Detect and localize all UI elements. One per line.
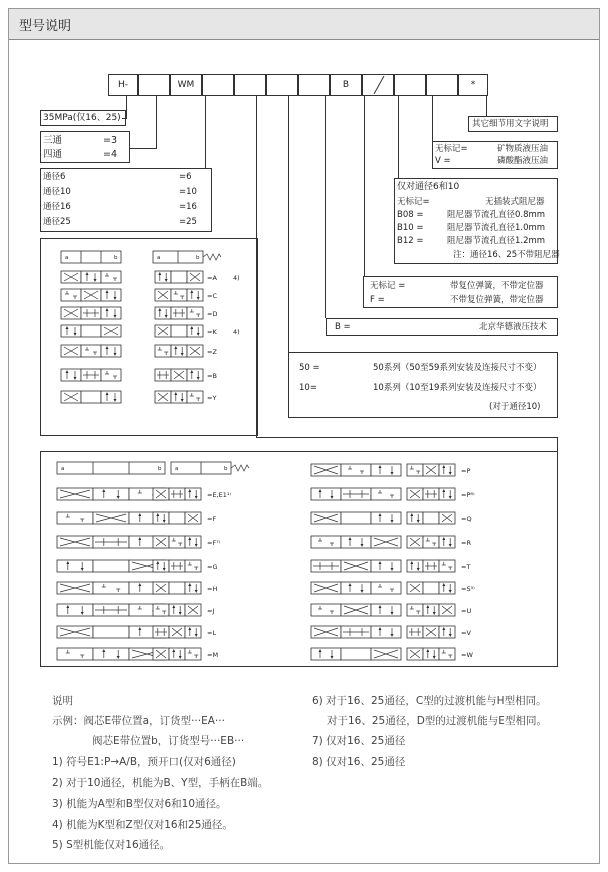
- damper-box: [394, 178, 558, 264]
- code-cell: WM: [170, 74, 202, 96]
- spool-label: =Z: [207, 348, 217, 356]
- damper-desc-0: 无插装式阻尼器: [485, 197, 545, 207]
- fluid-code-phosphate: V =: [435, 156, 451, 166]
- note-5: 5) S型机能仅对16通径。: [52, 839, 171, 851]
- spool-footnote: 4): [233, 274, 240, 282]
- svg-text:a: a: [65, 255, 69, 261]
- spool-symbol-mid: [153, 512, 201, 524]
- damper-code-3: B12 =: [397, 236, 424, 246]
- fluid-box: [432, 141, 558, 169]
- spool-symbol-right: [311, 604, 401, 616]
- note-1: 1) 符号E1:P→A/B，预开口(仅对6通径): [52, 756, 236, 768]
- spool-symbol-left: [61, 345, 121, 357]
- ordering-code-row: [108, 74, 486, 96]
- size-label-25: 通径25: [43, 217, 71, 227]
- svg-text:a: a: [61, 466, 65, 472]
- spool-symbol-right: [311, 464, 401, 476]
- spool-symbols-top: [41, 239, 257, 435]
- svg-text:a: a: [157, 255, 161, 261]
- spool-label: =M: [207, 651, 219, 659]
- code-cell: H-: [108, 74, 138, 96]
- other-details-label: 其它细节用文字说明: [472, 119, 549, 129]
- spool-symbol-left: [61, 307, 121, 319]
- spool-symbol-mid: [153, 560, 201, 572]
- note-6b: 对于16、25通径，D型的过渡机能与E型相同。: [327, 715, 547, 727]
- spool-symbol-left: [61, 391, 121, 403]
- spool-symbols-bottom-box: [40, 451, 558, 667]
- spool-symbol-far: [407, 488, 455, 500]
- note-4: 4) 机能为K型和Z型仅对16和25通径。: [52, 819, 233, 831]
- size-value-25: =25: [179, 217, 197, 227]
- spool-symbol-left: [57, 582, 165, 594]
- spool-label: =F⁷⁾: [207, 539, 221, 547]
- code-cell: B: [330, 74, 362, 96]
- spool-symbol-right: [155, 369, 203, 381]
- other-details-box: [468, 116, 558, 132]
- code-cell: [266, 74, 298, 96]
- fluid-code-mineral: 无标记=: [435, 144, 468, 154]
- manufacturer-desc: 北京华德液压技术: [479, 322, 548, 332]
- spool-symbol-right: [311, 512, 401, 524]
- note-2: 2) 对于10通径，机能为B、Y型，手柄在B端。: [52, 777, 269, 789]
- damper-code-2: B10 =: [397, 223, 424, 233]
- spool-symbol-left: [57, 488, 165, 500]
- ways-box: [40, 131, 130, 163]
- ways-label-4: 四通: [43, 149, 63, 160]
- spool-label: =H: [207, 585, 218, 593]
- spool-symbol-far: [407, 464, 455, 476]
- damper-title: 仅对通径6和10: [397, 182, 460, 192]
- spool-label: =J: [207, 607, 215, 615]
- spool-symbol-far: [407, 626, 455, 638]
- manufacturer-code: B =: [335, 322, 351, 332]
- spool-symbol-far: [407, 560, 455, 572]
- spool-label: =S⁵⁾: [461, 585, 475, 593]
- size-label-6: 通径6: [43, 172, 66, 182]
- spool-label: =U: [461, 607, 472, 615]
- code-cell: [394, 74, 426, 96]
- spool-label: =P⁸⁾: [461, 491, 475, 499]
- spool-symbols-bottom: [41, 452, 557, 666]
- series-code-10: 10=: [299, 383, 317, 393]
- spool-symbol-mid: [153, 536, 201, 548]
- fluid-desc-mineral: 矿物质液压油: [497, 144, 549, 154]
- spool-symbol-mid: [153, 648, 201, 660]
- code-cell: [138, 74, 170, 96]
- spool-symbol-right: [311, 626, 401, 638]
- series-desc-50: 50系列（50至59系列安装及连接尺寸不变）: [373, 363, 542, 373]
- damper-code-0: 无标记=: [397, 197, 430, 207]
- spool-symbol-right: [155, 391, 203, 403]
- note-7: 7) 仅对16、25通径: [312, 735, 406, 747]
- spool-label: =A: [207, 274, 217, 282]
- ways-value-4: =4: [103, 149, 118, 160]
- ways-value-3: =3: [103, 135, 118, 146]
- code-cell: [362, 74, 394, 96]
- note-3: 3) 机能为A型和B型仅对6和10通径。: [52, 798, 227, 810]
- spool-symbol-left: [57, 648, 165, 660]
- spool-symbol-right: [155, 325, 203, 337]
- damper-note: 注：通径16、25不带阻尼器: [453, 250, 560, 260]
- spool-label: =R: [461, 539, 471, 547]
- spool-label: =Q: [461, 515, 472, 523]
- damper-desc-1: 阻尼器节流孔直径0.8mm: [447, 210, 546, 220]
- detent-desc-1: 不带复位弹簧，带定位器: [450, 295, 544, 305]
- spool-symbol-left: [57, 536, 165, 548]
- spool-symbol-far: [407, 582, 455, 594]
- spring-icon: [231, 465, 249, 471]
- page-title: 型号说明: [19, 19, 72, 34]
- spool-symbol-far: [407, 512, 455, 524]
- spring-icon: [203, 254, 221, 260]
- spool-label: =Y: [207, 394, 217, 402]
- size-value-16: =16: [179, 202, 197, 212]
- size-label-10: 通径10: [43, 187, 71, 197]
- spool-symbol-far: [407, 536, 455, 548]
- pressure-box: [40, 110, 126, 126]
- code-cell: [202, 74, 234, 96]
- fluid-desc-phosphate: 磷酸酯液压油: [497, 156, 549, 166]
- damper-desc-2: 阻尼器节流孔直径1.0mm: [447, 223, 546, 233]
- svg-text:b: b: [114, 255, 118, 261]
- spool-symbol-mid: [153, 582, 201, 594]
- sizes-box: [40, 168, 212, 232]
- svg-text:b: b: [224, 466, 228, 472]
- detent-code-0: 无标记 =: [370, 281, 406, 291]
- svg-text:a: a: [175, 466, 179, 472]
- spool-label: =K: [207, 328, 217, 336]
- note-example-a: 示例：阀芯E带位置a，订货型···EA···: [52, 715, 225, 727]
- spool-label: =W: [461, 651, 473, 659]
- spool-symbol-right: [155, 271, 203, 283]
- note-example-b: 阀芯E带位置b，订货型号···EB···: [92, 735, 245, 747]
- detent-desc-0: 带复位弹簧，不带定位器: [450, 281, 544, 291]
- spool-label: =L: [207, 629, 217, 637]
- spool-symbol-right: [311, 536, 401, 548]
- spool-header-symbol: [171, 462, 231, 474]
- spool-symbol-left: [61, 271, 121, 283]
- code-cell: [426, 74, 458, 96]
- spool-header-symbol: [61, 251, 121, 263]
- note-8: 8) 仅对16、25通径: [312, 756, 406, 768]
- manufacturer-box: [326, 318, 558, 336]
- spool-label: =D: [207, 310, 218, 318]
- spool-symbol-left: [57, 604, 165, 616]
- spool-symbol-left: [61, 369, 121, 381]
- size-label-16: 通径16: [43, 202, 71, 212]
- note-6: 6) 对于16、25通径，C型的过渡机能与H型相同。: [312, 695, 547, 707]
- spool-footnote: 4): [233, 328, 240, 336]
- svg-text:b: b: [196, 255, 200, 261]
- spool-symbol-left: [57, 512, 165, 524]
- pressure-label: 35MPa(仅16、25): [43, 113, 121, 123]
- spool-symbol-left: [57, 626, 165, 638]
- spool-label: =G: [207, 563, 218, 571]
- spool-symbols-top-box: [40, 238, 258, 436]
- damper-code-1: B08 =: [397, 210, 424, 220]
- note-title: 说明: [52, 695, 73, 707]
- spool-symbol-left: [57, 560, 165, 572]
- spool-label: =B: [207, 372, 217, 380]
- spool-symbol-far: [407, 604, 455, 616]
- spool-label: =C: [207, 292, 217, 300]
- series-code-50: 50 =: [299, 363, 320, 373]
- code-cell: [298, 74, 330, 96]
- spool-symbol-right: [311, 488, 401, 500]
- spool-symbol-left: [61, 289, 121, 301]
- spool-symbol-mid: [153, 604, 201, 616]
- spool-symbol-right: [311, 560, 401, 572]
- code-cell: *: [458, 74, 488, 96]
- spool-label: =T: [461, 563, 471, 571]
- spool-symbol-right: [311, 648, 401, 660]
- size-value-6: =6: [179, 172, 192, 182]
- series-note: (对于通径10): [489, 402, 541, 412]
- spool-header-symbol: [153, 251, 203, 263]
- detent-code-1: F =: [370, 295, 385, 305]
- spool-symbol-mid: [153, 488, 201, 500]
- spool-symbol-mid: [153, 626, 201, 638]
- spool-label: =V: [461, 629, 471, 637]
- series-box: [288, 352, 558, 418]
- detent-box: [363, 276, 558, 308]
- spool-symbol-right: [155, 289, 203, 301]
- size-value-10: =10: [179, 187, 197, 197]
- damper-desc-3: 阻尼器节流孔直径1.2mm: [447, 236, 546, 246]
- spool-header-symbol: [57, 462, 165, 474]
- header-bar: [9, 9, 599, 40]
- spool-symbol-right: [311, 582, 401, 594]
- code-cell: [234, 74, 266, 96]
- svg-text:b: b: [158, 466, 162, 472]
- spool-symbol-left: [61, 325, 121, 337]
- spool-label: =E,E1¹⁾: [207, 491, 232, 499]
- spool-label: =F: [207, 515, 217, 523]
- spool-symbol-right: [155, 307, 203, 319]
- ways-label-3: 三通: [43, 135, 63, 146]
- spool-symbol-far: [407, 648, 455, 660]
- series-desc-10: 10系列（10至19系列安装及连接尺寸不变）: [373, 383, 542, 393]
- spool-label: =P: [461, 467, 471, 475]
- spool-symbol-right: [155, 345, 203, 357]
